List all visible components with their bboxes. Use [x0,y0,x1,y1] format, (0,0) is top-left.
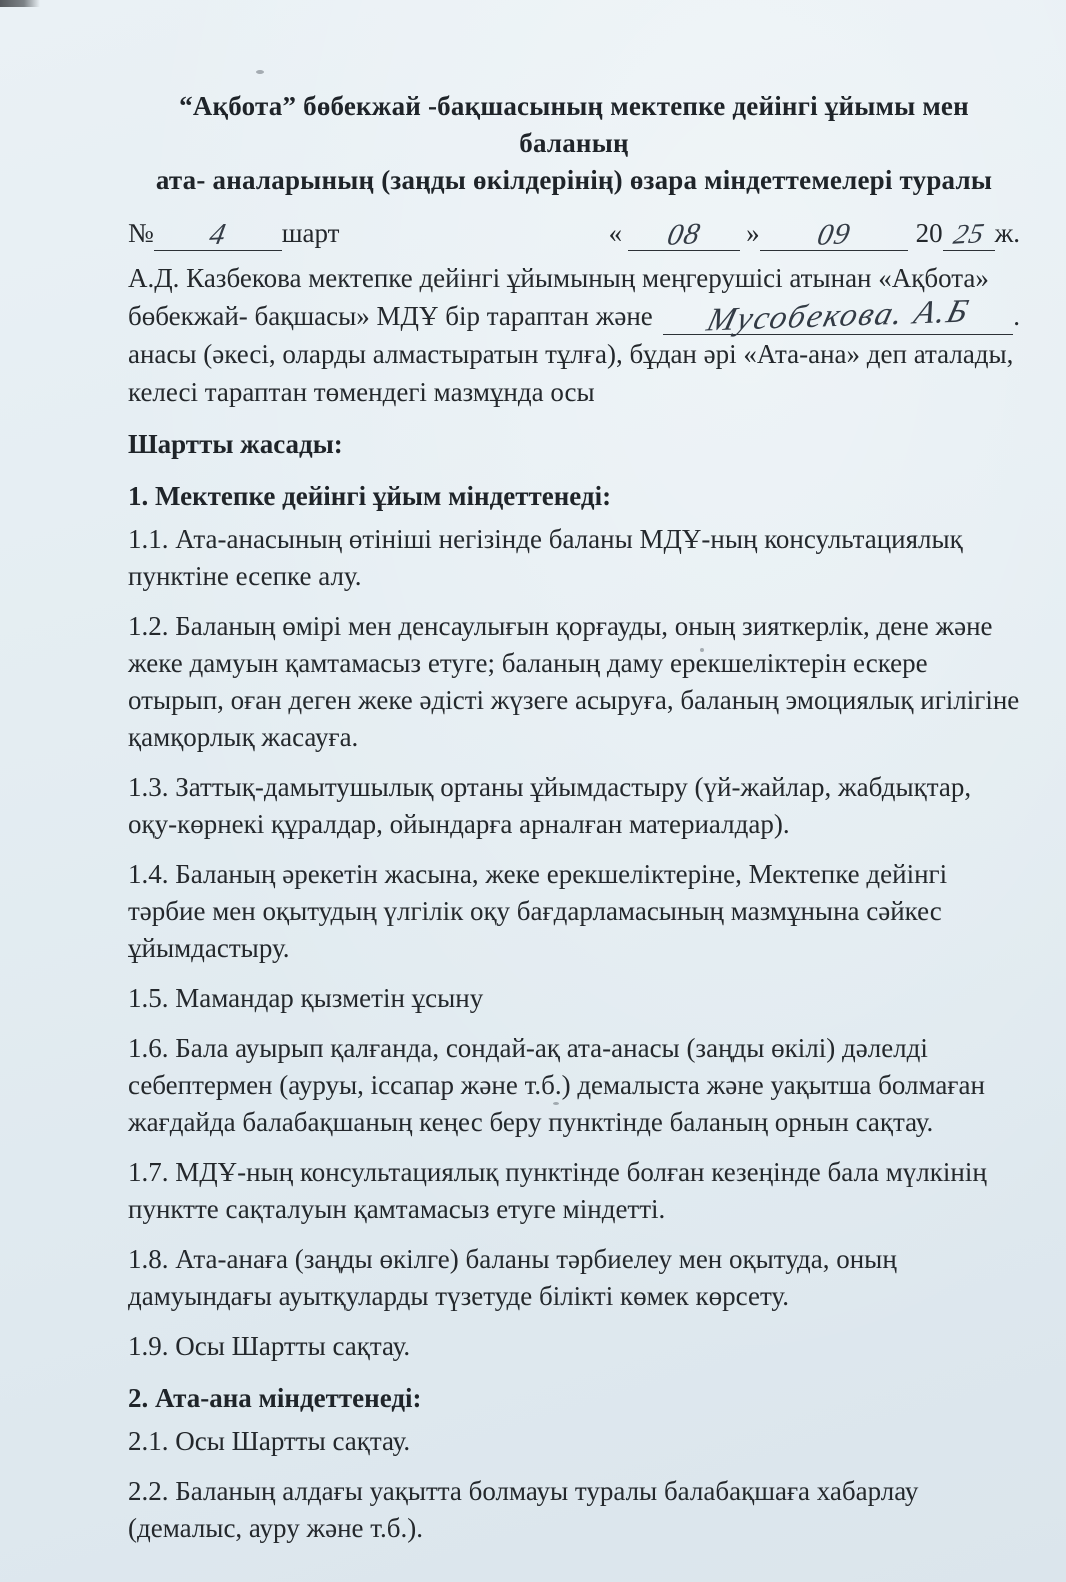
clause-1-6: 1.6. Бала ауырып қалғанда, сондай-ақ ата-анасы (заңды өкілі) дәлелді себептермен (ауруы, іссапар және т.б.) демалыста және уақытша болмаған жағдайда балабақшаның кеңес беру пунктінде баланың орнын сақтау. [128,1033,985,1137]
date-day-blank [628,217,740,252]
document-title [128,88,1020,199]
clause-1-3: 1.3. Заттық-дамытушылық ортаны ұйымдастыру (үй-жайлар, жабдықтар, оқу-көрнекі құралдар, ойындарға арналған материалдар). [128,772,972,839]
clause-1-1: 1.1. Ата-анасының өтініші негізінде баланы МДҰ-ның консультациялық пунктіне есепке алу. [128,524,963,591]
date-year-blank [943,219,995,251]
scan-corner-smudge [0,0,40,7]
clause-1-8: 1.8. Ата-анаға (заңды өкілге) баланы тәрбиелеу мен оқытуда, оның дамуындағы ауытқуларды түзетуде білікті көмек көрсету. [128,1244,897,1311]
date-quote-close: » [746,218,760,248]
date-quote-open: « [608,218,623,248]
document-content [128,88,1020,1560]
clause-1-4: 1.4. Баланың әрекетін жасына, жеке ерекшеліктеріне, Мектепке дейінгі тәрбие мен оқытудың үлгілік оқу бағдарламасының мазмұнына сәйкес ұйымдастыру. [128,859,948,963]
clause-1-5: 1.5. Мамандар қызметін ұсыну [128,983,484,1013]
contract-date-group [609,215,1020,251]
contract-number-blank [154,217,282,252]
date-year-prefix: 20 [915,218,943,248]
contract-number-date-line [128,215,1020,251]
intro-line4: келесі тараптан төмендегі мазмұнда осы [128,377,595,407]
clause-2-2: 2.2. Баланың алдағы уақытта болмауы туралы балабақшаға хабарлау (демалыс, ауру және т.б.). [128,1476,919,1543]
section1-heading: 1. Мектепке дейінгі ұйым міндеттенеді: [128,481,612,511]
intro-line2-text: бөбекжай- бақшасы» МДҰ бір тараптан және [128,301,653,331]
clause-2-1: 2.1. Осы Шартты сақтау. [128,1426,411,1456]
document-title-line1: “Ақбота” бөбекжай -бақшасының мектепке дейінгі ұйымы мен баланың [179,91,969,158]
handwritten-year: 25 [950,218,987,251]
handwritten-day: 08 [664,217,704,252]
clause-1-7: 1.7. МДҰ-ның консультациялық пунктінде болған кезеңінде бала мүлкінің пунктте сақталуын қамтамасыз етуге міндетті. [128,1157,987,1224]
handwritten-contract-number: 4 [206,217,230,252]
intro-line3: анасы (әкесі, оларды алмастыратын тұлға), бұдан әрі «Ата-ана» деп аталады, [128,339,1014,369]
contract-number-group [128,215,339,251]
intro-paragraph [128,259,1020,411]
contract-number-label: № [128,218,154,248]
clause-1-2: 1.2. Баланың өмірі мен денсаулығын қорғауды, оның зияткерлік, дене және жеке дамуын қамтамасыз етуге; баланың даму ерекшеліктерін ескере отырып, оған деген жеке әдісті жүзеге асыруға, баланың эмоциялық игілігіне қамқорлық жасауға. [128,611,1020,752]
handwritten-parent-name: Мусобекова. А.Б [702,293,974,339]
paper-speck [256,70,264,74]
contract-number-suffix: шарт [281,218,340,248]
date-month-blank [760,217,908,252]
section2-heading: 2. Ата-ана міндеттенеді: [128,1383,422,1413]
document-title-line2: ата- аналарының (заңды өкілдерінің) өзара міндеттемелері туралы [155,165,993,195]
intro-line1: А.Д. Казбекова мектепке дейінгі ұйымының меңгерушісі атынан «Ақбота» [128,263,989,293]
agreement-heading: Шартты жасады: [128,429,343,459]
parent-name-blank [663,293,1013,339]
intro-line2 [128,293,1020,339]
intro-line2-period: . [1013,301,1020,331]
date-year-suffix: ж. [994,218,1020,248]
handwritten-month: 09 [814,217,854,252]
clause-1-9: 1.9. Осы Шартты сақтау. [128,1331,411,1361]
